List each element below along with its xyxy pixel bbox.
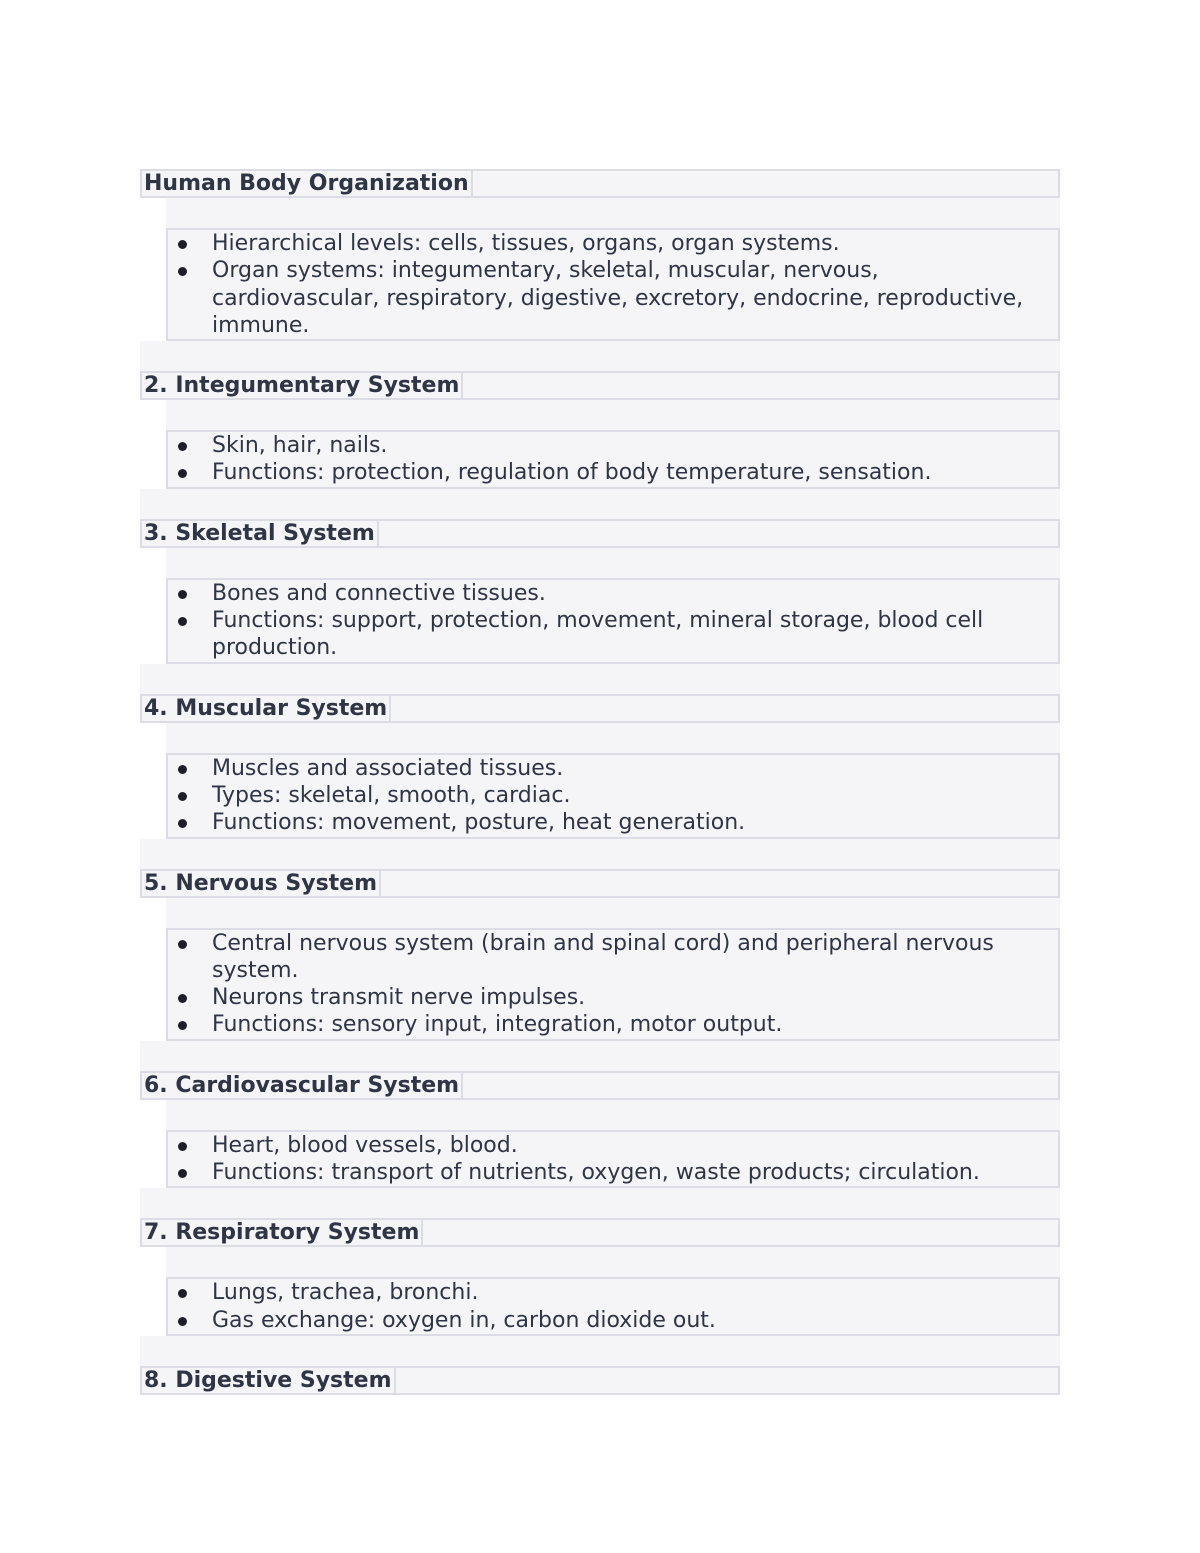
spacer — [166, 898, 1060, 928]
section-heading: 7. Respiratory System — [140, 1218, 423, 1247]
list-item: Functions: movement, posture, heat generation. — [168, 809, 1052, 836]
list-item: Gas exchange: oxygen in, carbon dioxide out. — [168, 1307, 1052, 1334]
spacer — [140, 839, 1060, 869]
bullet-list — [168, 1132, 1052, 1187]
section-heading: 8. Digestive System — [140, 1366, 396, 1395]
list-item: Bones and connective tissues. — [168, 580, 1052, 607]
spacer — [166, 1247, 1060, 1277]
spacer — [140, 1188, 1060, 1218]
list-item: Neurons transmit nerve impulses. — [168, 984, 1052, 1011]
section-human-body-organization — [140, 169, 1060, 371]
list-item: Heart, blood vessels, blood. — [168, 1132, 1052, 1159]
section-nervous-system — [140, 869, 1060, 1071]
section-heading-row — [140, 371, 1060, 400]
list-item: Functions: support, protection, movement, mineral storage, blood cell production. — [168, 607, 1052, 662]
bullet-list-box — [166, 578, 1060, 664]
bullet-list — [168, 930, 1052, 1039]
bullet-list-box — [166, 430, 1060, 489]
spacer — [166, 723, 1060, 753]
section-heading-row — [140, 519, 1060, 548]
section-heading: 3. Skeletal System — [140, 519, 379, 548]
spacer — [140, 1336, 1060, 1366]
section-muscular-system — [140, 694, 1060, 869]
list-item: Functions: protection, regulation of body temperature, sensation. — [168, 459, 1052, 486]
bullet-list — [168, 230, 1052, 339]
spacer — [166, 1100, 1060, 1130]
section-cardiovascular-system — [140, 1071, 1060, 1219]
bullet-list-box — [166, 928, 1060, 1041]
section-heading: 5. Nervous System — [140, 869, 381, 898]
bullet-list — [168, 580, 1052, 662]
list-item: Central nervous system (brain and spinal cord) and peripheral nervous system. — [168, 930, 1052, 985]
section-digestive-system — [140, 1366, 1060, 1395]
list-item: Functions: sensory input, integration, motor output. — [168, 1011, 1052, 1038]
spacer — [166, 198, 1060, 228]
document-body — [140, 169, 1060, 1395]
bullet-list — [168, 432, 1052, 487]
bullet-list-box — [166, 753, 1060, 839]
section-heading: 2. Integumentary System — [140, 371, 463, 400]
spacer — [140, 489, 1060, 519]
list-item: Organ systems: integumentary, skeletal, muscular, nervous, cardiovascular, respiratory, digestive, excretory, endocrine, reproductive, immune. — [168, 257, 1052, 339]
section-heading-row — [140, 869, 1060, 898]
list-item: Lungs, trachea, bronchi. — [168, 1279, 1052, 1306]
bullet-list — [168, 1279, 1052, 1334]
list-item: Types: skeletal, smooth, cardiac. — [168, 782, 1052, 809]
list-item: Functions: transport of nutrients, oxygen, waste products; circulation. — [168, 1159, 1052, 1186]
spacer — [140, 1041, 1060, 1071]
list-item: Hierarchical levels: cells, tissues, organs, organ systems. — [168, 230, 1052, 257]
section-heading-row — [140, 1218, 1060, 1247]
bullet-list-box — [166, 1277, 1060, 1336]
spacer — [140, 664, 1060, 694]
list-item: Muscles and associated tissues. — [168, 755, 1052, 782]
section-heading: 4. Muscular System — [140, 694, 391, 723]
spacer — [166, 548, 1060, 578]
section-heading-row — [140, 1366, 1060, 1395]
spacer — [140, 341, 1060, 371]
bullet-list-box — [166, 1130, 1060, 1189]
bullet-list-box — [166, 228, 1060, 341]
section-heading-row — [140, 694, 1060, 723]
section-heading-row — [140, 169, 1060, 198]
section-respiratory-system — [140, 1218, 1060, 1366]
section-skeletal-system — [140, 519, 1060, 694]
list-item: Skin, hair, nails. — [168, 432, 1052, 459]
section-integumentary-system — [140, 371, 1060, 519]
section-heading: 6. Cardiovascular System — [140, 1071, 463, 1100]
bullet-list — [168, 755, 1052, 837]
spacer — [166, 400, 1060, 430]
section-heading-row — [140, 1071, 1060, 1100]
section-heading: Human Body Organization — [140, 169, 473, 198]
